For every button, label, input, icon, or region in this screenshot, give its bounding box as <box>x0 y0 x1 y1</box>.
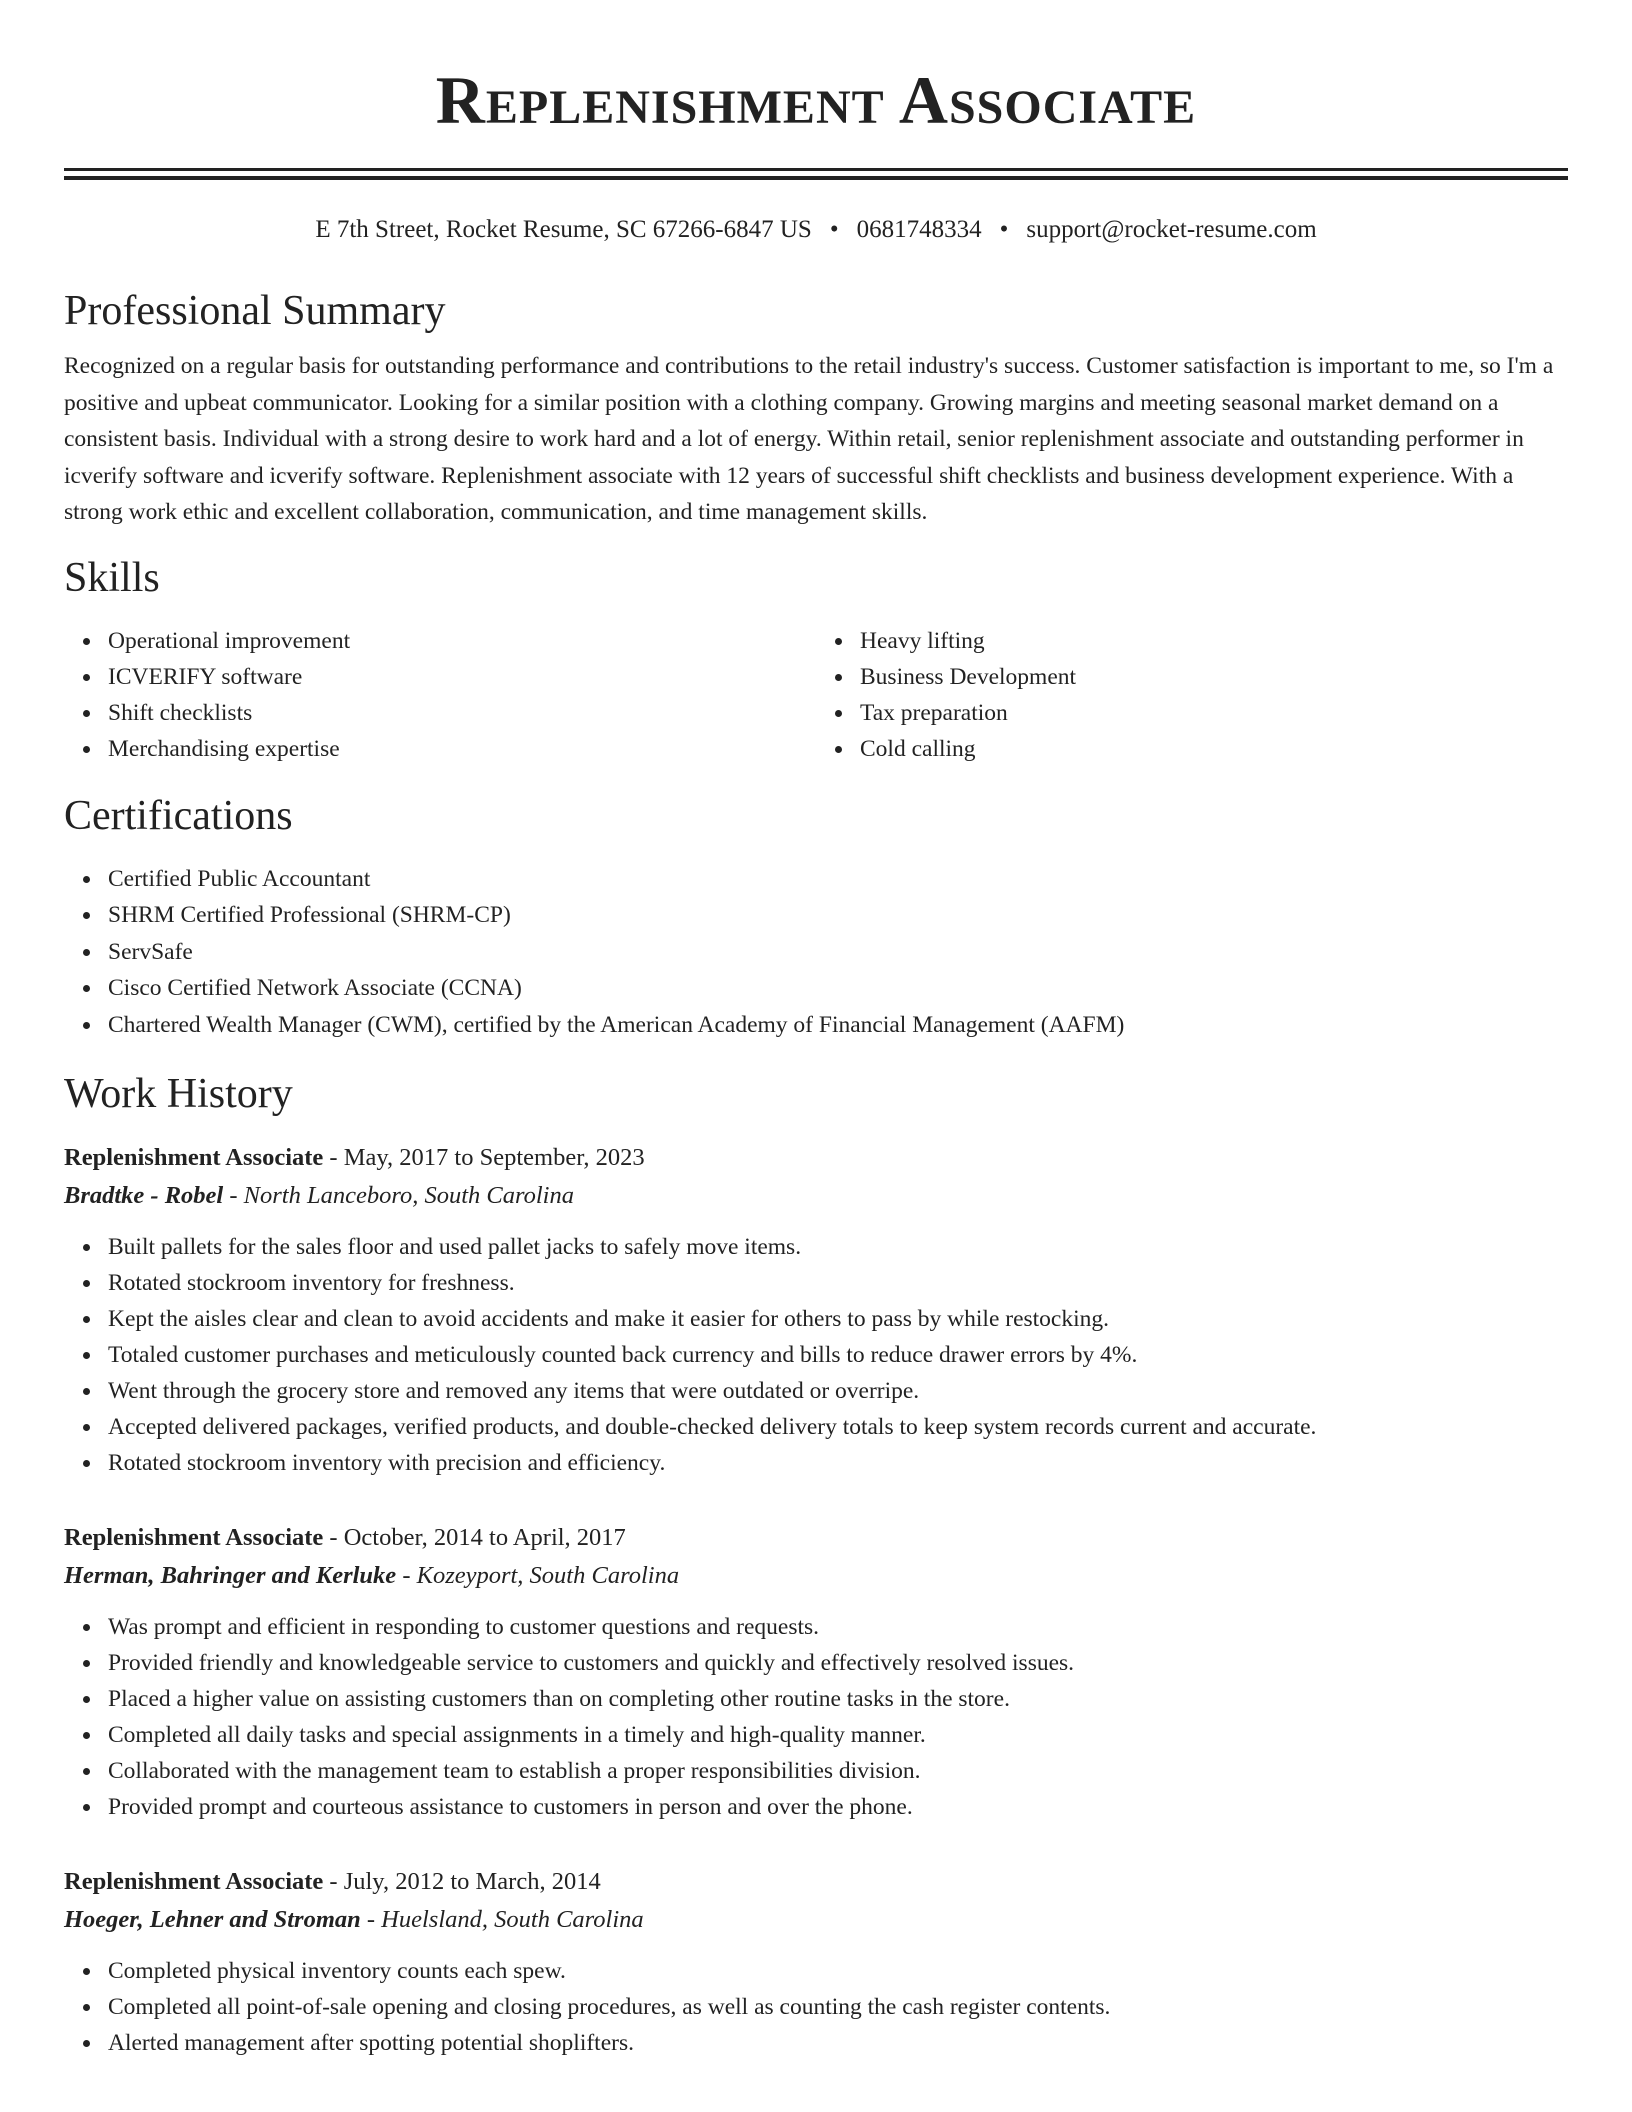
job-dates: - July, 2012 to March, 2014 <box>323 1868 601 1895</box>
certification-item: ServSafe <box>108 934 1568 971</box>
job-entry <box>64 1863 1568 2061</box>
job-duty: Went through the grocery store and removed any items that were outdated or overripe. <box>108 1373 1568 1409</box>
skill-item: Tax preparation <box>860 695 1568 731</box>
skills-list <box>64 623 1568 767</box>
resume-name: Replenishment Associate <box>435 62 1197 138</box>
contact-email: support@rocket-resume.com <box>1026 216 1317 243</box>
contact-line <box>64 214 1568 246</box>
job-header <box>64 1863 1568 1901</box>
certification-item: Certified Public Accountant <box>108 861 1568 898</box>
contact-separator: • <box>999 216 1009 243</box>
job-dates: - October, 2014 to April, 2017 <box>323 1524 626 1551</box>
skill-item: Cold calling <box>860 731 1568 767</box>
job-duty: Rotated stockroom inventory for freshness. <box>108 1265 1568 1301</box>
job-role: Replenishment Associate <box>64 1868 324 1895</box>
job-location: - Huelsland, South Carolina <box>360 1906 644 1933</box>
job-duty: Completed all daily tasks and special assignments in a timely and high-quality manner. <box>108 1717 1568 1753</box>
contact-separator: • <box>829 216 839 243</box>
job-role: Replenishment Associate <box>64 1144 324 1171</box>
work-history-heading: Work History <box>64 1071 293 1117</box>
header-divider-bottom <box>64 176 1568 180</box>
job-location: - North Lanceboro, South Carolina <box>223 1182 574 1209</box>
resume-page <box>64 0 1568 2061</box>
job-company: Herman, Bahringer and Kerluke <box>64 1562 397 1589</box>
skill-item: Operational improvement <box>108 623 816 659</box>
job-duty: Accepted delivered packages, verified products, and double-checked delivery totals to keep system records current and accurate. <box>108 1409 1568 1445</box>
skill-item: Business Development <box>860 659 1568 695</box>
job-company: Bradtke - Robel <box>64 1182 224 1209</box>
certifications-list <box>64 861 1568 1044</box>
job-employer <box>64 1557 1568 1595</box>
job-company: Hoeger, Lehner and Stroman <box>64 1906 361 1933</box>
job-duty: Totaled customer purchases and meticulously counted back currency and bills to reduce drawer errors by 4%. <box>108 1337 1568 1373</box>
job-header <box>64 1519 1568 1557</box>
job-entry <box>64 1139 1568 1481</box>
job-duty: Provided prompt and courteous assistance to customers in person and over the phone. <box>108 1789 1568 1825</box>
job-header <box>64 1139 1568 1177</box>
summary-text: Recognized on a regular basis for outstanding performance and contributions to the retail industry's success. Customer satisfaction is important to me, so I'm a positive and upbeat communicator. Looking for a similar position with a clothing company. Growing margins and meeting seasonal market demand on a consistent basis. Individual with a strong desire to work hard and a lot of energy. Within retail, senior replenishment associate and outstanding performer in icverify software and icverify software. Replenishment associate with 12 years of successful shift checklists and business development experience. With a strong work ethic and excellent collaboration, communication, and time management skills. <box>64 353 1554 525</box>
summary-heading: Professional Summary <box>64 288 446 334</box>
skills-column-right <box>816 623 1568 767</box>
contact-address: E 7th Street, Rocket Resume, SC 67266-6847 US <box>315 216 812 243</box>
job-duty: Placed a higher value on assisting customers than on completing other routine tasks in the store. <box>108 1681 1568 1717</box>
job-duty: Completed physical inventory counts each spew. <box>108 1953 1568 1989</box>
job-role: Replenishment Associate <box>64 1524 324 1551</box>
job-duties-list <box>64 1229 1568 1481</box>
skills-column-left <box>64 623 816 767</box>
skill-item: Shift checklists <box>108 695 816 731</box>
job-employer <box>64 1901 1568 1939</box>
contact-phone: 0681748334 <box>856 216 982 243</box>
skill-item: ICVERIFY software <box>108 659 816 695</box>
job-duty: Alerted management after spotting potential shoplifters. <box>108 2025 1568 2061</box>
job-duties-list <box>64 1953 1568 2061</box>
job-duty: Built pallets for the sales floor and used pallet jacks to safely move items. <box>108 1229 1568 1265</box>
job-duty: Was prompt and efficient in responding to customer questions and requests. <box>108 1609 1568 1645</box>
job-duties-list <box>64 1609 1568 1825</box>
job-employer <box>64 1177 1568 1215</box>
certifications-heading: Certifications <box>64 792 293 839</box>
job-duty: Rotated stockroom inventory with precision and efficiency. <box>108 1445 1568 1481</box>
skill-item: Heavy lifting <box>860 623 1568 659</box>
certification-item: SHRM Certified Professional (SHRM-CP) <box>108 897 1568 934</box>
job-duty: Completed all point-of-sale opening and closing procedures, as well as counting the cash register contents. <box>108 1989 1568 2025</box>
skills-heading: Skills <box>64 554 160 601</box>
skill-item: Merchandising expertise <box>108 731 816 767</box>
job-duty: Collaborated with the management team to establish a proper responsibilities division. <box>108 1753 1568 1789</box>
job-entry <box>64 1519 1568 1825</box>
job-dates: - May, 2017 to September, 2023 <box>323 1144 645 1171</box>
certification-item: Chartered Wealth Manager (CWM), certified by the American Academy of Financial Management (AAFM) <box>108 1007 1568 1044</box>
certification-item: Cisco Certified Network Associate (CCNA) <box>108 970 1568 1007</box>
job-location: - Kozeyport, South Carolina <box>396 1562 680 1589</box>
header-divider-top <box>64 168 1568 171</box>
job-duty: Provided friendly and knowledgeable service to customers and quickly and effectively resolved issues. <box>108 1645 1568 1681</box>
job-duty: Kept the aisles clear and clean to avoid accidents and make it easier for others to pass by while restocking. <box>108 1301 1568 1337</box>
